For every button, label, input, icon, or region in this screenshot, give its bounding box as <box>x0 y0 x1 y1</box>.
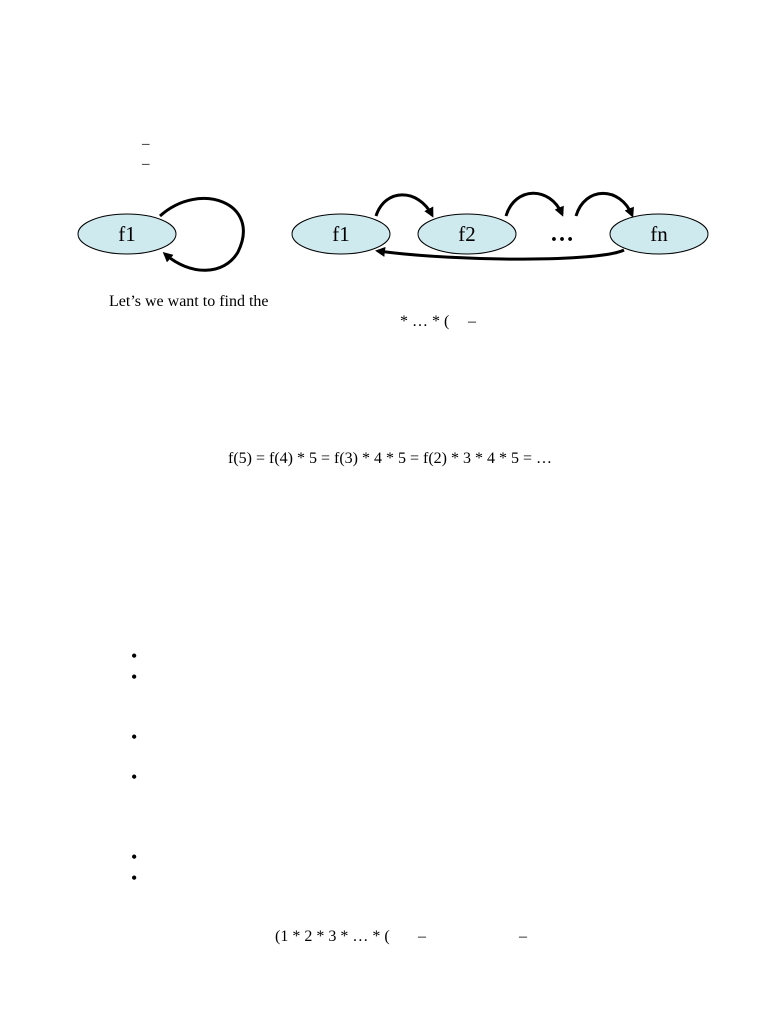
intro-text: Let’s we want to find the <box>109 293 269 310</box>
product-fragment: * … * ( <box>400 313 450 330</box>
node-f1-right-label: f1 <box>332 222 350 246</box>
arrow-fn-to-f1 <box>378 250 624 259</box>
product-dash: – <box>468 313 476 330</box>
arrow-ellipsis-to-fn <box>576 193 632 216</box>
factorial-equation: f(5) = f(4) * 5 = f(3) * 4 * 5 = f(2) * 3 * 4 * 5 = … <box>228 450 553 467</box>
recursion-diagram <box>0 180 768 290</box>
bullet-6: • <box>131 868 138 888</box>
arrow-f1-to-f2 <box>376 195 432 216</box>
bullet-2: • <box>131 667 138 687</box>
bottom-product-fragment: (1 * 2 * 3 * … * ( <box>275 928 390 945</box>
chain-ellipsis: … <box>550 221 574 247</box>
bottom-dash-1: – <box>418 928 426 945</box>
bullet-1: • <box>131 646 138 666</box>
bullet-3: • <box>131 727 138 747</box>
node-fn-label: fn <box>650 222 668 246</box>
dash-mark-1: – <box>142 136 150 152</box>
node-f1-left-label: f1 <box>118 222 136 246</box>
dash-mark-2: – <box>142 156 150 172</box>
arrow-f2-to-ellipsis <box>506 193 562 216</box>
bullet-5: • <box>131 847 138 867</box>
bullet-4: • <box>131 767 138 787</box>
bottom-dash-2: – <box>519 928 527 945</box>
node-f2-label: f2 <box>458 222 476 246</box>
